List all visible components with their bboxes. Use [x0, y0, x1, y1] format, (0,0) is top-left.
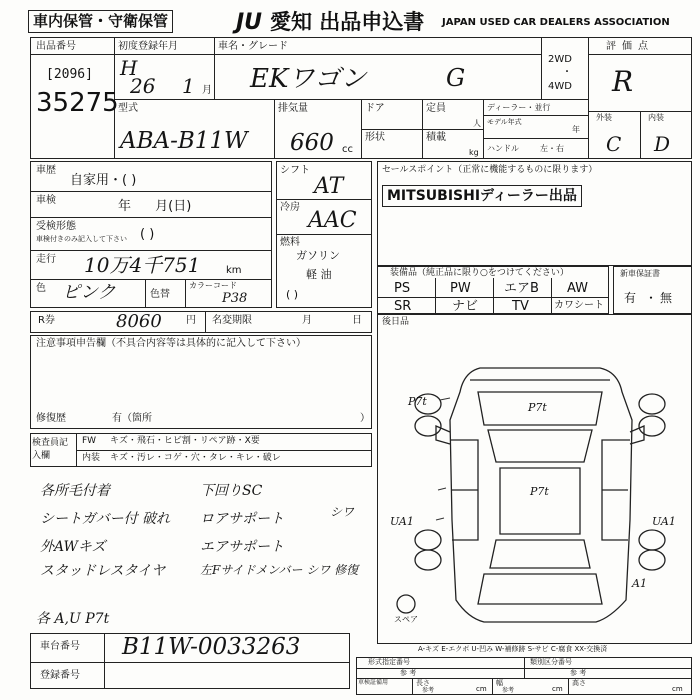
rating-int: D: [654, 132, 671, 156]
auction-sheet: 車内保管・守衛保管 JU 愛知 出品申込書 JAPAN USED CAR DEALERS ASSOCIATION 出品番号 [2096] 35275 初度登録年月 H 26 1 月 車名・グレード EKワゴン G 2WD ・ 4WD 評価点 R 外装 内装 C D 型式 ABA-B11W 排気量 660 cc ドア 形状 定員 人 積載 kg ディーラー・並行 モデル年式 年 ハンドル 左・右 車歴 自家用・( ) 車検 年 月(日) 受検形態 車検付きのみ記入して下さい ( ) 走行 10万4千751 km 色 ピンク 色替 カラーコード P38 シフト AT 冷房 AAC 燃料 ガソリン 軽 油 ( ) セールスポイント（正常に機能するものに限ります） MITSUBISHIディーラー出品 装備品（純正品に限り○をつけてください） PS PW エアB AW SR ナビ TV カワシート 新車保証書 有 ・ 無 R券 8060 円 名変期限 月 日 後日品 注意事項申告欄（不具合内容等は具体的に記入して下さい） 修復歴 有（箇所 ） 検査員記入欄 FW キズ・飛石・ヒビ割・リペア跡・X要 内装 キズ・汚レ・コゲ・穴・タレ・キレ・破レ 各所毛付着 シートガバー付 破れ 外AWキズ スタッドレスタイヤ 下回りSC ロアサポート シワ エアサポート 左Fサイドメンバー シワ 修復 各 A,U P7t P7t P7t P7t UA1 UA1 A1 スペア A-キズ E-エクボ U-凹み W-補修跡 S-サビ C-腐食 XX-交換済 車台番号 B11W-0033263 登録番号 形式指定番号 類別区分番号 参 考 参 考 車検証備用 長さ 幅 高さ 参考 参考 cm cm cm: [0, 0, 700, 700]
mark-hood: P7t: [528, 401, 547, 414]
lot-bracket-number: [2096]: [46, 67, 93, 82]
note-left-2: シートガバー付 破れ: [40, 511, 171, 527]
drive-4wd: 4WD: [548, 81, 572, 92]
spare-label: スペア: [394, 615, 418, 624]
equip-ps: PS: [394, 281, 411, 296]
repair-close: ）: [360, 413, 370, 424]
warranty-no: 無: [660, 291, 673, 305]
mark-left-side: UA1: [390, 515, 414, 528]
notes-block: [30, 335, 372, 429]
displacement-unit: cc: [342, 144, 353, 155]
notes-label: 注意事項申告欄（不具合内容等は具体的に記入して下さい）: [36, 338, 306, 349]
receipt-bracket: ( ): [140, 227, 155, 242]
footer-ref4: 参考: [502, 687, 515, 694]
rating-ext: C: [606, 132, 622, 156]
repair-value: 有（箇所: [112, 413, 152, 424]
equip-pw: PW: [450, 281, 471, 296]
warranty-label: 新車保証書: [620, 269, 660, 278]
fuel-diesel: 軽 油: [306, 268, 332, 281]
after-market-label: 後日品: [382, 317, 410, 327]
receipt-note: 車検付きのみ記入して下さい: [36, 235, 127, 243]
name-change-month: 月: [302, 315, 312, 326]
inspection-value: 年 月(日): [118, 199, 192, 214]
model-grade: G: [446, 64, 466, 92]
load-unit: kg: [469, 148, 479, 157]
equip-seat: カワシート: [554, 300, 604, 311]
dealer-label: ディーラー・並行: [487, 103, 551, 112]
recycle-value: 8060: [116, 311, 162, 332]
displacement-label: 排気量: [278, 103, 308, 114]
inspector-label: 検査員記入欄: [32, 438, 69, 461]
registration-era: H: [120, 56, 138, 80]
model-year-unit: 年: [572, 125, 580, 134]
recycle-label: R券: [38, 315, 55, 326]
plate-label: 登録番号: [40, 670, 80, 681]
registration-label: 初度登録年月: [118, 41, 178, 52]
equip-tv: TV: [512, 299, 529, 314]
type-code: ABA-B11W: [120, 128, 248, 154]
org-english: JAPAN USED CAR DEALERS ASSOCIATION: [442, 17, 670, 28]
note-left-4: スタッドレスタイヤ: [40, 563, 166, 579]
door-label: ドア: [365, 103, 385, 114]
footer-ref1: 参 考: [400, 669, 417, 677]
ac-value: AAC: [308, 208, 357, 233]
mileage-value: 10万4千751: [84, 253, 201, 277]
ju-logo-icon: JU: [236, 10, 263, 35]
repair-label: 修復歴: [36, 413, 66, 424]
rating-ext-label: 外装: [596, 113, 612, 122]
equip-airbag: エアB: [504, 281, 539, 296]
registration-month-unit: 月: [202, 85, 212, 96]
inspector-fw-items: キズ・飛石・ヒビ割・リペア跡・X要: [110, 436, 260, 446]
diagram-legend: A-キズ E-エクボ U-凹み W-補修跡 S-サビ C-腐食 XX-交換済: [418, 645, 608, 653]
footer-ref2: 参 考: [570, 669, 587, 677]
registration-year: 26: [130, 74, 156, 98]
repaint-label: 色替: [150, 289, 170, 300]
recycle-unit: 円: [186, 315, 196, 326]
length-label: 長さ: [416, 679, 430, 687]
color-value: ピンク: [62, 282, 116, 303]
rating-score: R: [612, 65, 634, 98]
history-value: 自家用・( ): [70, 173, 137, 188]
chassis-number: B11W-0033263: [122, 634, 301, 660]
height-label: 高さ: [572, 679, 586, 687]
mark-front-left: P7t: [408, 395, 427, 408]
selling-points-block: [377, 161, 692, 266]
note-left-1: 各所毛付着: [40, 483, 110, 499]
model-name: EKワゴン: [250, 64, 367, 94]
mileage-label: 走行: [36, 254, 56, 265]
equip-navi: ナビ: [452, 299, 479, 314]
width-label: 幅: [496, 679, 503, 687]
cert-label: 車検証備用: [358, 679, 389, 686]
color-code-label: カラーコード: [189, 281, 237, 290]
recycle-row: [30, 311, 372, 333]
shape-label: 形状: [365, 132, 385, 143]
name-change-label: 名変期限: [212, 315, 252, 326]
mark-rear-right: A1: [632, 577, 647, 590]
equip-sr: SR: [394, 299, 412, 314]
shift-value: AT: [314, 174, 344, 199]
lot-label: 出品番号: [36, 41, 76, 52]
mark-roof: P7t: [530, 485, 549, 498]
drive-2wd: 2WD: [548, 54, 572, 65]
note-right-1: 下回りSC: [200, 483, 263, 499]
mileage-unit: km: [226, 265, 242, 276]
type-label: 型式: [118, 103, 138, 114]
capacity-unit: 人: [473, 119, 481, 128]
note-right-4: 左Fサイドメンバー シワ 修復: [200, 563, 359, 577]
ac-label: 冷房: [280, 202, 300, 213]
note-right-2: ロアサポート: [200, 511, 284, 527]
inspector-fw-head: FW: [82, 436, 97, 446]
cm-2: cm: [552, 685, 563, 693]
fuel-bracket: ( ): [286, 288, 299, 301]
shift-label: シフト: [280, 165, 310, 176]
cm-3: cm: [672, 685, 683, 693]
receipt-label: 受検形態: [36, 221, 76, 232]
registration-month: 1: [182, 74, 195, 98]
load-label: 積載: [426, 132, 446, 143]
fuel-label: 燃料: [280, 237, 300, 248]
cm-1: cm: [476, 685, 487, 693]
note-right-3: エアサポート: [200, 539, 284, 555]
warranty-yes: 有: [624, 291, 637, 305]
category-label: 類別区分番号: [530, 658, 572, 666]
inspection-label: 車検: [36, 195, 56, 206]
color-label: 色: [36, 283, 46, 294]
selling-points-value: MITSUBISHIディーラー出品: [382, 185, 582, 207]
note-right-mark: シワ: [330, 505, 355, 519]
model-label: 車名・グレード: [218, 41, 288, 52]
rating-int-label: 内装: [648, 113, 664, 122]
name-change-day: 日: [352, 315, 362, 326]
diagram-block: [377, 314, 692, 644]
handle-label: ハンドル: [487, 144, 519, 153]
drive-dot: ・: [562, 67, 572, 78]
note-left-3: 外AWキズ: [40, 539, 106, 555]
footer-ref3: 参考: [422, 687, 435, 694]
inspector-interior-items: キズ・汚レ・コゲ・穴・タレ・キレ・破レ: [110, 453, 281, 463]
mark-right-side: UA1: [652, 515, 676, 528]
selling-points-label: セールスポイント（正常に機能するものに限ります）: [382, 165, 598, 175]
fuel-gasoline: ガソリン: [296, 249, 340, 262]
model-year-label: モデル年式: [487, 118, 522, 126]
rating-label: 評価点: [606, 41, 654, 52]
equipment-label: 装備品（純正品に限り○をつけてください）: [390, 268, 569, 278]
chassis-label: 車台番号: [40, 641, 80, 652]
equip-aw: AW: [567, 281, 589, 296]
note-bottom: 各 A,U P7t: [36, 611, 110, 627]
handle-options: 左・右: [540, 144, 564, 153]
color-code: P38: [222, 291, 248, 306]
designated-label: 形式指定番号: [368, 658, 410, 666]
lot-number: 35275: [36, 88, 119, 118]
org-title: 愛知 出品申込書: [270, 10, 425, 34]
displacement-value: 660: [290, 130, 334, 156]
history-label: 車歴: [36, 165, 56, 176]
storage-stamp: 車内保管・守衛保管: [28, 10, 173, 33]
capacity-label: 定員: [426, 103, 446, 114]
inspector-interior-head: 内装: [82, 453, 101, 463]
